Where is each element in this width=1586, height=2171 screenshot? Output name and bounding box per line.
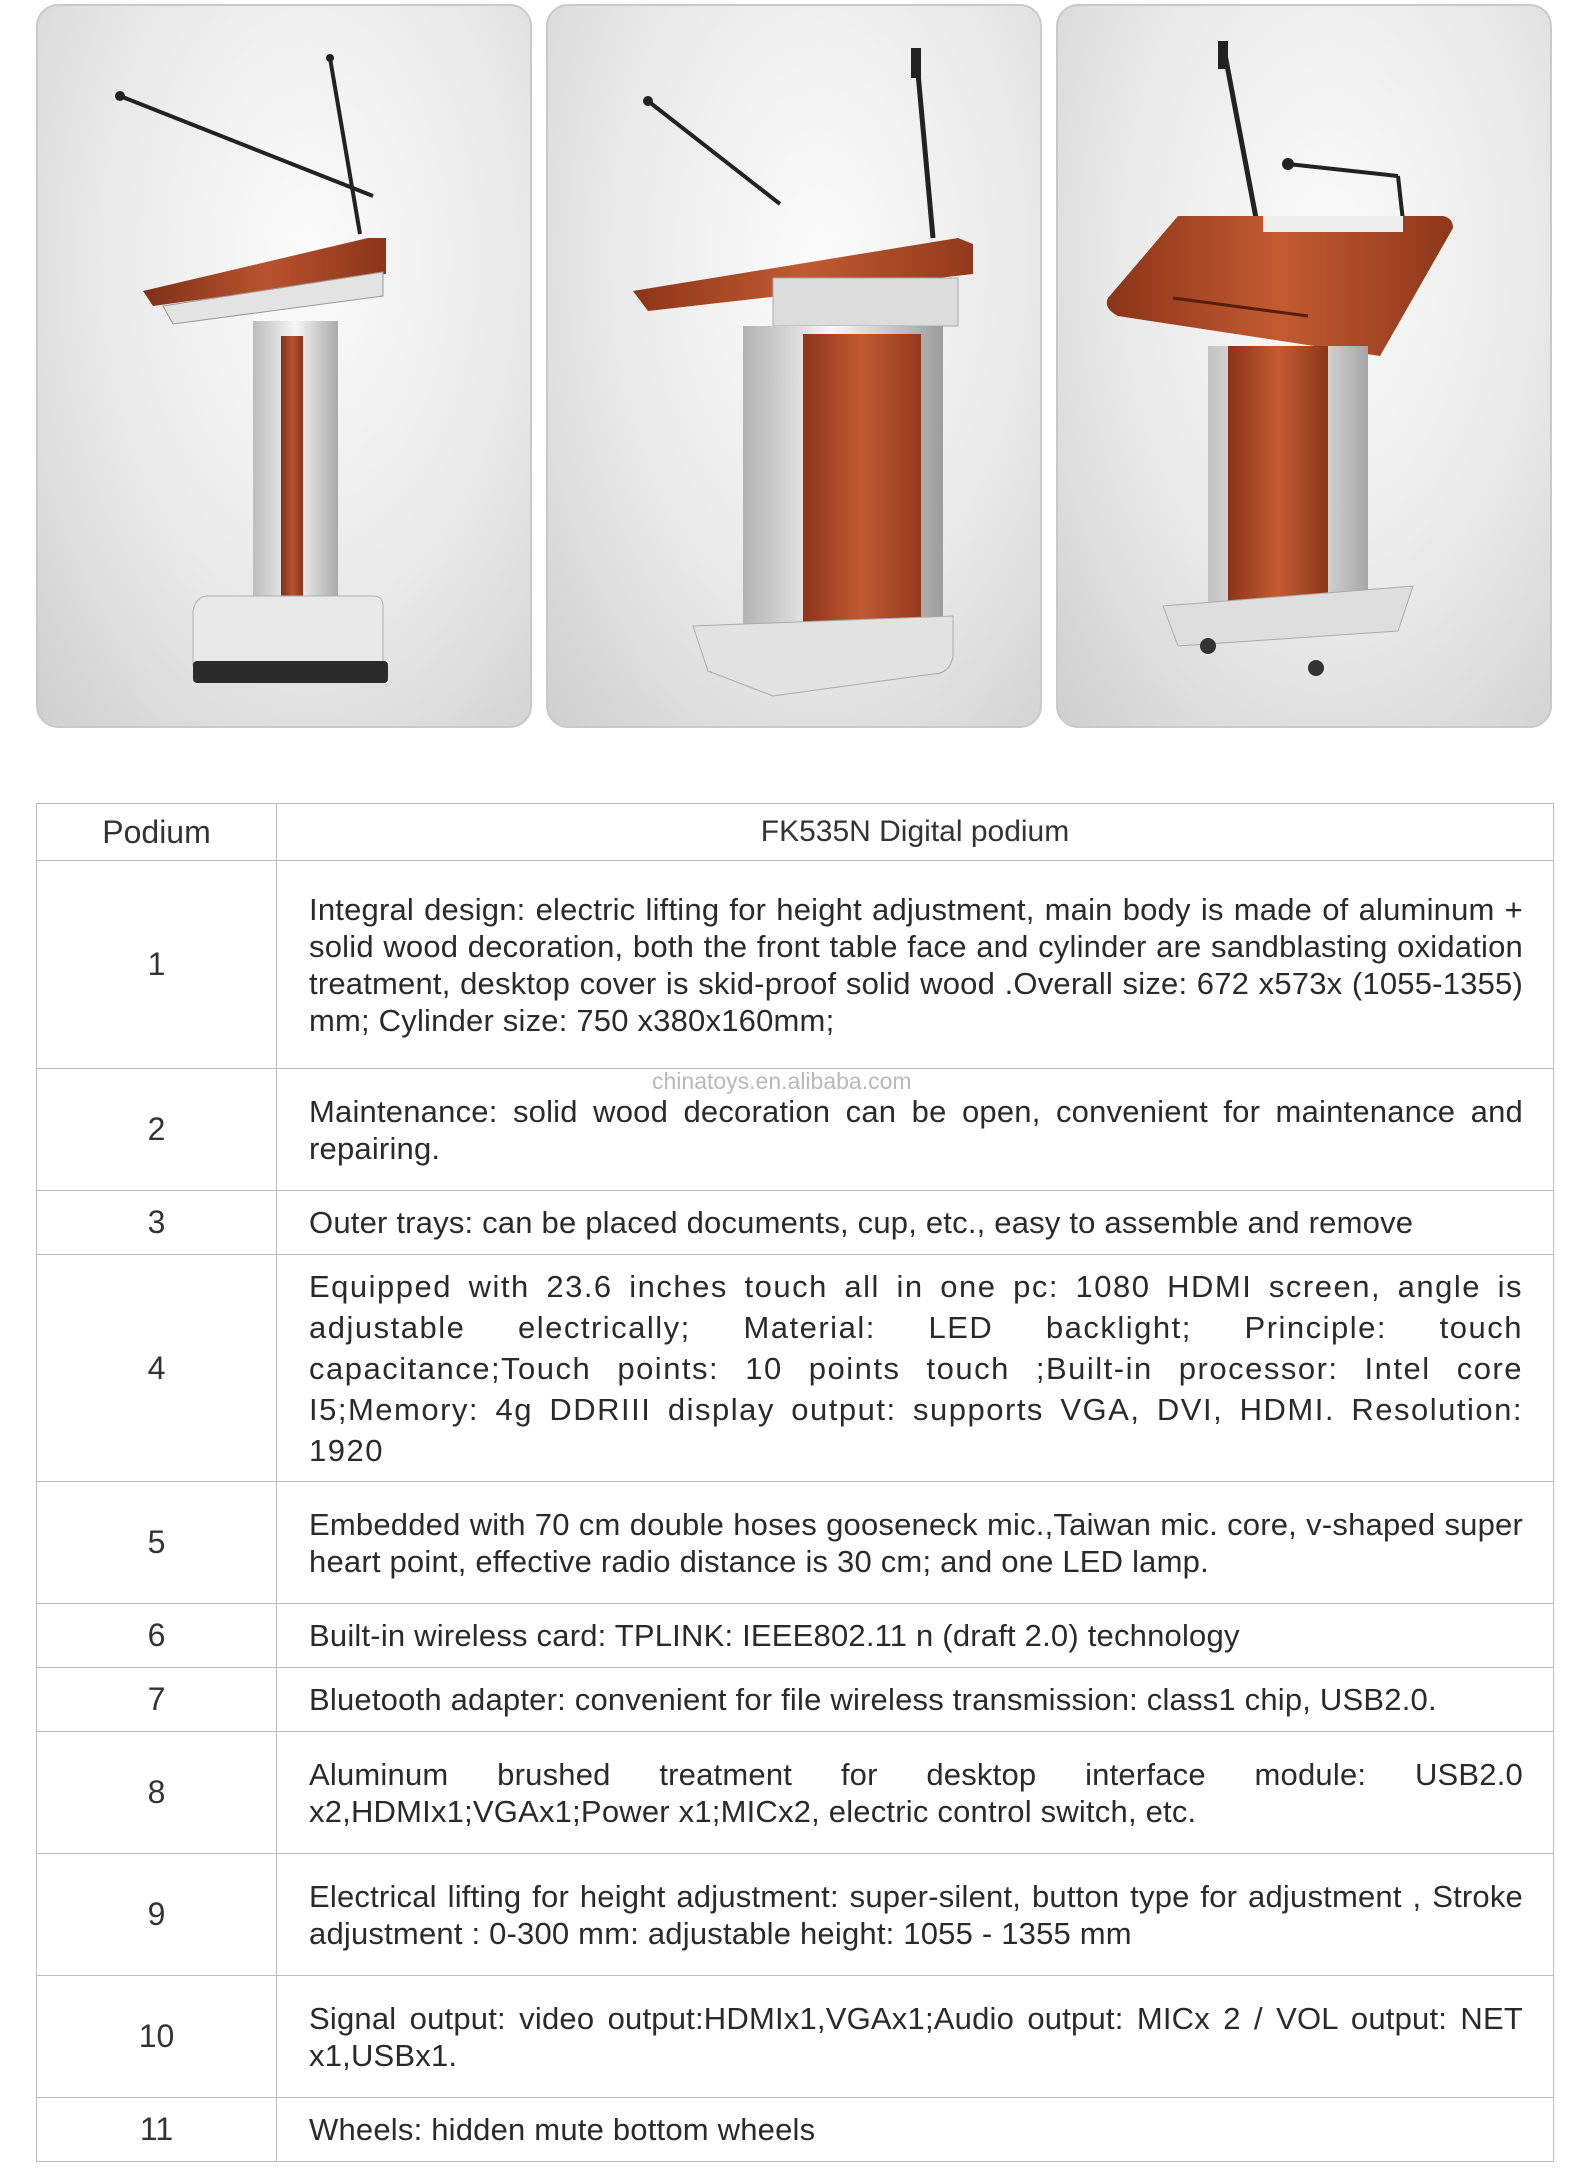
- row-description: Integral design: electric lifting for height adjustment, main body is made of aluminum + solid wood decoration, both the front table face and cylinder are sandblasting oxidation treatment, desktop cover is skid-proof solid wood .Overall size: 672 x573x (1055-1355) mm; Cylinder size: 750 x380x160mm;: [277, 861, 1554, 1069]
- podium-angle-illustration: [1058, 6, 1550, 726]
- table-header-row: [37, 804, 1554, 861]
- row-number: 7: [37, 1668, 277, 1732]
- row-number: 9: [37, 1854, 277, 1976]
- header-model: FK535N Digital podium: [277, 804, 1554, 861]
- row-description: Wheels: hidden mute bottom wheels: [277, 2098, 1554, 2162]
- row-number: 10: [37, 1976, 277, 2098]
- row-description: Aluminum brushed treatment for desktop interface module: USB2.0 x2,HDMIx1;VGAx1;Power x1;MICx2, electric control switch, etc.: [277, 1732, 1554, 1854]
- row-description: Bluetooth adapter: convenient for file wireless transmission: class1 chip, USB2.0.: [277, 1668, 1554, 1732]
- row-description: Maintenance: solid wood decoration can be open, convenient for maintenance and repairing.: [277, 1069, 1554, 1191]
- table-row: [37, 1604, 1554, 1668]
- row-number: 11: [37, 2098, 277, 2162]
- table-row: [37, 2098, 1554, 2162]
- podium-photo-side: [36, 4, 532, 728]
- watermark: chinatoys.en.alibaba.com: [652, 1068, 912, 1094]
- podium-photo-angle: [1056, 4, 1552, 728]
- podium-photo-front: [546, 4, 1042, 728]
- table-row: [37, 1732, 1554, 1854]
- row-description: Built-in wireless card: TPLINK: IEEE802.11 n (draft 2.0) technology: [277, 1604, 1554, 1668]
- table-row: [37, 1976, 1554, 2098]
- row-description: Outer trays: can be placed documents, cup, etc., easy to assemble and remove: [277, 1191, 1554, 1255]
- table-row: [37, 1854, 1554, 1976]
- row-number: 3: [37, 1191, 277, 1255]
- row-number: 8: [37, 1732, 277, 1854]
- table-row: [37, 861, 1554, 1069]
- table-row: [37, 1482, 1554, 1604]
- table-row: [37, 1191, 1554, 1255]
- row-number: 4: [37, 1255, 277, 1482]
- row-description: Electrical lifting for height adjustment: super-silent, button type for adjustment , Stroke adjustment : 0-300 mm: adjustable height: 1055 - 1355 mm: [277, 1854, 1554, 1976]
- row-number: 5: [37, 1482, 277, 1604]
- row-number: 2: [37, 1069, 277, 1191]
- row-number: 6: [37, 1604, 277, 1668]
- row-description: Signal output: video output:HDMIx1,VGAx1;Audio output: MICx 2 / VOL output: NET x1,USBx1.: [277, 1976, 1554, 2098]
- podium-side-illustration: [38, 6, 530, 726]
- table-row: [37, 1668, 1554, 1732]
- podium-front-illustration: [548, 6, 1040, 726]
- header-label: Podium: [37, 804, 277, 861]
- product-photos: [36, 4, 1554, 726]
- table-row: [37, 1255, 1554, 1482]
- row-description: Embedded with 70 cm double hoses gooseneck mic.,Taiwan mic. core, v-shaped super heart point, effective radio distance is 30 cm; and one LED lamp.: [277, 1482, 1554, 1604]
- row-description: Equipped with 23.6 inches touch all in one pc: 1080 HDMI screen, angle is adjustable electrically; Material: LED backlight; Principle: touch capacitance;Touch points: 10 points touch ;Built-in processor: Intel core I5;Memory: 4g DDRIII display output: supports VGA, DVI, HDMI. Resolution: 1920: [277, 1255, 1554, 1482]
- row-number: 1: [37, 861, 277, 1069]
- spec-table: [36, 803, 1554, 2162]
